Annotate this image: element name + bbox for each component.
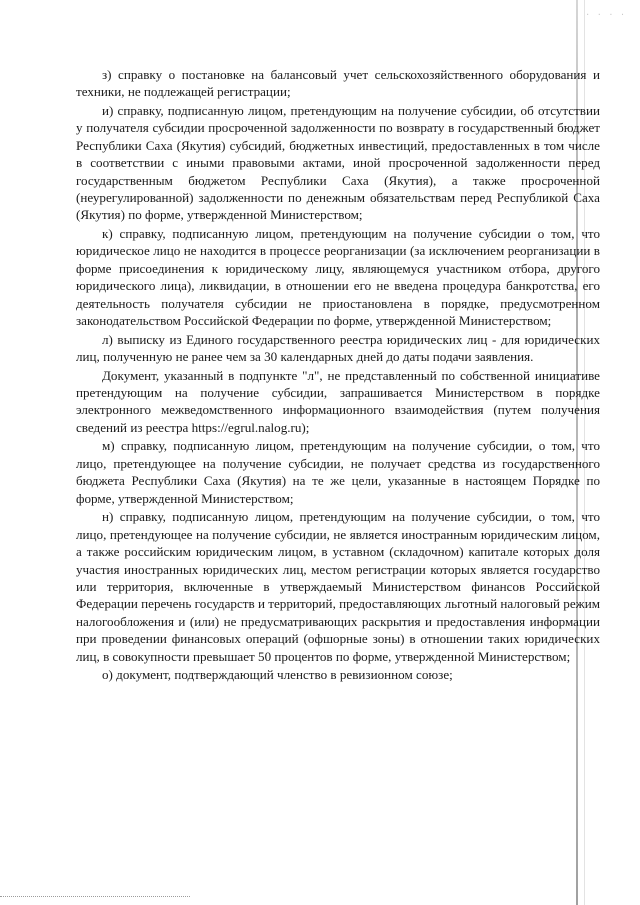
scan-artifact-footer (0, 896, 190, 897)
scan-artifact: · · · · (585, 10, 626, 19)
paragraph-k: к) справку, подписанную лицом, претендующим на получение субсидии о том, что юридическое лицо не находится в процессе реорганизации (за исключением реорганизации в форме присоединения к юридическому лицу, являющемуся участником отбора, другого юридического лица), ликвидации, в отношении его не введена процедура банкротства, его деятельность получателя субсидии не приостановлена в порядке, предусмотренном законодательством Российской Федерации по форме, утвержденной Министерством; (76, 226, 600, 329)
paragraph-z: з) справку о постановке на балансовый учет сельскохозяйственного оборудования и техники, не подлежащей регистрации; (76, 67, 600, 100)
document-body (76, 66, 600, 685)
paragraph-i: и) справку, подписанную лицом, претендующим на получение субсидии, об отсутствии у получателя субсидии просроченной задолженности по возврату в государственный бюджет Республики Саха (Якутия) субсидий, бюджетных инвестиций, предоставленных в том числе в соответствии с иными правовыми актами, иной просроченной задолженности перед государственным бюджетом Республики Саха (Якутия), а также просроченной (неурегулированной) задолженности по денежным обязательствам перед Республикой Саха (Якутия) по форме, утвержденной Министерством; (76, 103, 600, 223)
paragraph-o: о) документ, подтверждающий членство в ревизионном союзе; (102, 667, 453, 683)
paragraph-m: м) справку, подписанную лицом, претендующим на получение субсидии, о том, что лицо, претендующее на получение субсидии, не получает средства из государственного бюджета Республики Саха (Якутия) на те же цели, указанные в настоящем Порядке по форме, утвержденной Министерством; (76, 438, 600, 506)
paragraph-n: н) справку, подписанную лицом, претендующим на получение субсидии, о том, что лицо, претендующее на получение субсидии, не является иностранным юридическим лицом, а также российским юридическим лицом, в уставном (складочном) капитале которых доля участия иностранных юридических лиц, местом регистрации которых является государство или территория, включенные в утверждаемый Министерством финансов Российской Федерации перечень государств и территорий, предоставляющих льготный налоговый режим налогообложения и (или) не предусматривающих раскрытия и предоставления информации при проведении финансовых операций (офшорные зоны) в отношении таких юридических лиц, в совокупности превышает 50 процентов по форме, утвержденной Министерством; (76, 509, 600, 664)
paragraph-l: л) выписку из Единого государственного реестра юридических лиц - для юридических лиц, полученную не ранее чем за 30 календарных дней до даты подачи заявления. (76, 331, 600, 365)
paragraph-l-note: Документ, указанный в подпункте "л", не представленный по собственной инициативе претендующим на получение субсидии, запрашивается Министерством в порядке электронного межведомственного информационного взаимодействия (путем получения сведений из реестра https://egrul.nalog.ru); (76, 367, 600, 435)
